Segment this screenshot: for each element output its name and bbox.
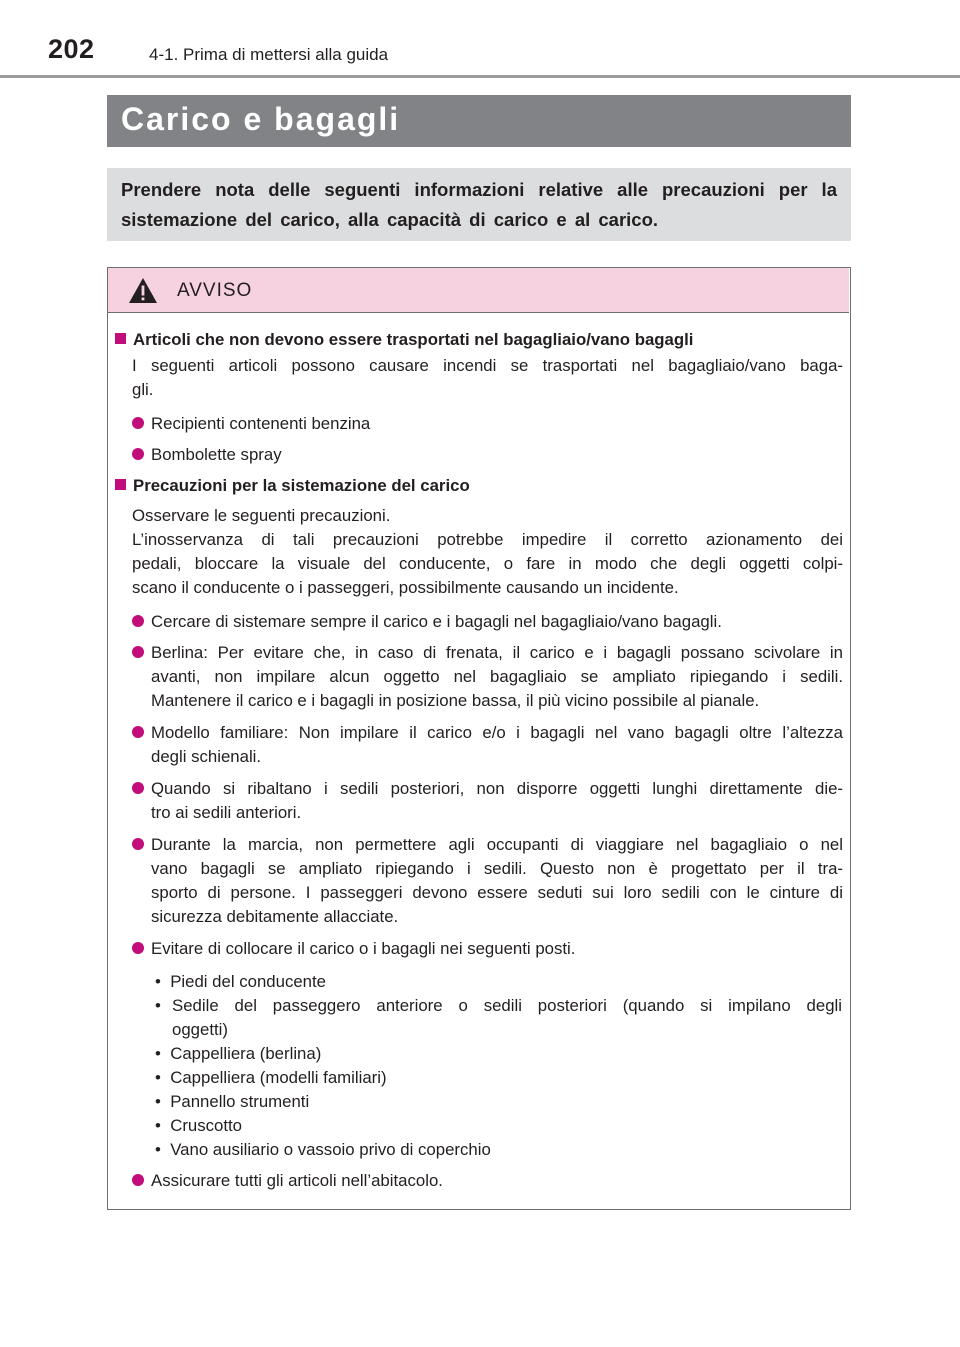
sub-list-item: • Cappelliera (berlina) [155, 1044, 322, 1063]
paragraph-line: Osservare le seguenti precauzioni. [132, 506, 391, 525]
list-item [132, 779, 151, 799]
intro-text: Prendere nota delle seguenti informazioni relative alle precauzioni per la sistemazione del carico, alla capacità di carico e al carico. [121, 179, 837, 230]
page-number: 202 [48, 34, 95, 64]
paragraph-line: pedali, bloccare la visuale del conducente, o fare in modo che degli oggetti colpi- [132, 554, 843, 573]
intro-box [107, 168, 851, 241]
sub-list-item: • Pannello strumenti [155, 1092, 310, 1111]
list-item-line: Modello familiare: Non impilare il carico e/o i bagagli nel vano bagagli oltre l’altezza [151, 723, 843, 742]
warning-triangle-icon [128, 277, 158, 304]
round-bullet-icon [132, 417, 144, 429]
list-item-line: Quando si ribaltano i sedili posteriori, non disporre oggetti lunghi direttamente die- [151, 779, 843, 798]
sub-list-item: • Cruscotto [155, 1116, 243, 1135]
list-item-line: sicurezza debitamente allacciate. [151, 907, 399, 926]
square-bullet-icon [115, 333, 126, 344]
list-item-line: Mantenere il carico e i bagagli in posizione bassa, il più vicino possibile al pianale. [151, 691, 760, 710]
list-item: Bombolette spray [132, 445, 282, 465]
list-item: Evitare di collocare il carico o i bagagli nei seguenti posti. [132, 939, 575, 959]
warning-header [108, 268, 849, 313]
sub-list-item: • Vano ausiliario o vassoio privo di coperchio [155, 1140, 491, 1159]
list-item-line: Berlina: Per evitare che, in caso di frenata, il carico e i bagagli possano scivolare in [151, 643, 843, 662]
warning-label: AVVISO [177, 280, 253, 301]
paragraph-line: L’inosservanza di tali precauzioni potrebbe impedire il corretto azionamento dei [132, 530, 843, 549]
square-bullet-icon [115, 479, 126, 490]
round-bullet-icon [132, 615, 144, 627]
round-bullet-icon [132, 646, 144, 658]
list-item-line: degli schienali. [151, 747, 262, 766]
list-item [132, 723, 151, 743]
list-item-line: Durante la marcia, non permettere agli occupanti di viaggiare nel bagagliaio o nel [151, 835, 843, 854]
list-item-line: sporto di persone. I passeggeri devono essere seduti sui loro sedili con le cinture di [151, 883, 843, 902]
list-item: Cercare di sistemare sempre il carico e i bagagli nel bagagliaio/vano bagagli. [132, 612, 722, 632]
round-bullet-icon [132, 838, 144, 850]
paragraph-line: I seguenti articoli possono causare incendi se trasportati nel bagagliaio/vano baga- [132, 356, 843, 375]
sub-list-item-line: Sedile del passeggero anteriore o sedili posteriori (quando si impilano degli [172, 996, 842, 1015]
section-reference: 4-1. Prima di mettersi alla guida [149, 45, 389, 64]
list-item [132, 835, 151, 855]
round-bullet-icon [132, 448, 144, 460]
round-bullet-icon [132, 1174, 144, 1186]
round-bullet-icon [132, 782, 144, 794]
sub-list-item: • Cappelliera (modelli familiari) [155, 1068, 387, 1087]
list-item-line: tro ai sedili anteriori. [151, 803, 302, 822]
warning-box [107, 267, 851, 1210]
title-bar [107, 95, 851, 147]
section-heading: Precauzioni per la sistemazione del carico [115, 476, 470, 496]
header-divider [0, 75, 960, 78]
list-item: Recipienti contenenti benzina [132, 414, 370, 434]
list-item-line: avanti, non impilare alcun oggetto nel bagagliaio se ampliato ripiegando i sedili. [151, 667, 843, 686]
paragraph-line: scano il conducente o i passeggeri, possibilmente causando un incidente. [132, 578, 679, 597]
sub-list-item: • [155, 996, 161, 1015]
page-header [0, 0, 960, 80]
list-item: Assicurare tutti gli articoli nell’abitacolo. [132, 1171, 443, 1191]
list-item [132, 643, 151, 663]
page-title: Carico e bagagli [121, 101, 401, 137]
list-item-line: vano bagagli se ampliato ripiegando i sedili. Questo non è progettato per il tra- [151, 859, 843, 878]
sub-list-item: • Piedi del conducente [155, 972, 327, 991]
section-heading: Articoli che non devono essere trasportati nel bagagliaio/vano bagagli [115, 330, 693, 350]
round-bullet-icon [132, 726, 144, 738]
paragraph-line: gli. [132, 380, 154, 399]
round-bullet-icon [132, 942, 144, 954]
sub-list-item-line: oggetti) [172, 1020, 228, 1039]
